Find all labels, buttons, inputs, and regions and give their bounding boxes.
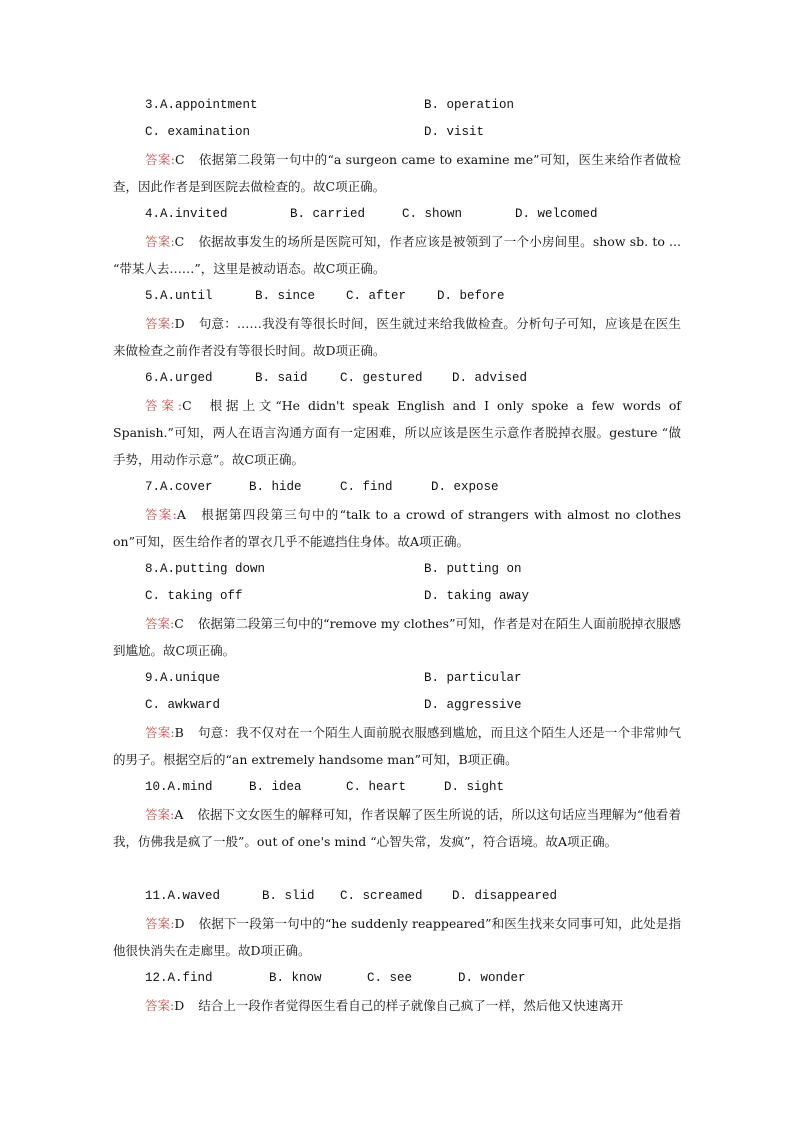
q12-num: 12. [145,971,168,985]
answer-9 [113,719,681,773]
a4-letter: C [174,234,185,249]
a6-text: 根据上文“He didn't speak English and I only spoke a few words of Spanish.”可知，两人在语言沟通方面有一定困难，所以应该是医生示意作者脱掉衣服。gesture “做手势，用动作示意”。故C项正确。 [113,398,681,467]
question-3-option-d: D. visit [424,125,485,139]
a9-letter: B [174,725,184,740]
q5-c: C. after [346,289,407,303]
question-10-row [145,780,505,794]
answer-11 [113,910,681,964]
a7-label: 答案: [145,507,177,522]
question-8-row1 [145,562,265,576]
q11-d: D. disappeared [452,889,558,903]
a10-label: 答案: [145,807,175,822]
question-8-option-b: B. putting on [424,562,522,576]
question-6-row [145,371,528,385]
answer-7 [113,501,681,555]
q6-b: B. said [255,371,308,385]
q6-num: 6. [145,371,161,385]
a8-label: 答案: [145,616,175,631]
q12-c: C. see [367,971,413,985]
a9-label: 答案: [145,725,175,740]
q3-num: 3. [145,98,161,112]
q4-c: C. shown [402,207,463,221]
q10-d: D. sight [444,780,505,794]
answer-3 [113,146,681,200]
q5-b: B. since [255,289,316,303]
q11-num: 11. [145,889,168,903]
a12-text: 结合上一段作者觉得医生看自己的样子就像自己疯了一样，然后他又快速离开 [198,998,624,1013]
q6-c: C. gestured [340,371,423,385]
q6-a: A.urged [160,371,213,385]
q7-d: D. expose [431,480,499,494]
q12-b: B. know [269,971,322,985]
answer-4 [113,228,681,282]
q5-d: D. before [437,289,505,303]
answer-10 [113,801,681,855]
question-3-row1 [145,98,258,112]
a5-label: 答案: [145,316,175,331]
question-9-row1 [145,671,220,685]
a4-label: 答案: [145,234,175,249]
q4-b: B. carried [290,207,366,221]
q7-b: B. hide [249,480,302,494]
q10-c: C. heart [346,780,407,794]
q4-a: A.invited [160,207,228,221]
question-8-option-c: C. taking off [145,589,243,603]
question-9-option-c: C. awkward [145,698,221,712]
q7-a: A.cover [160,480,213,494]
a3-label: 答案: [145,152,175,167]
q7-num: 7. [145,480,161,494]
a10-letter: A [174,807,184,822]
q9-num: 9. [145,671,161,685]
question-7-row [145,480,499,494]
a12-label: 答案: [145,998,175,1013]
question-3-option-c: C. examination [145,125,251,139]
q5-num: 5. [145,289,161,303]
q11-a: A.waved [167,889,221,903]
a10-text: 依据下文女医生的解释可知，作者误解了医生所说的话，所以这句话应当理解为“他看着我，仿佛我是疯了一般”。out of one's mind “心智失常，发疯”，符合语境。故A项正确。 [113,807,681,849]
question-11-row [145,889,558,903]
a8-text: 依据第二段第三句中的“remove my clothes”可知，作者是对在陌生人面前脱掉衣服感到尴尬。故C项正确。 [113,616,682,658]
q6-d: D. advised [452,371,528,385]
answer-6 [113,392,681,473]
q3-a: A.appointment [160,98,258,112]
question-9-option-b: B. particular [424,671,522,685]
q12-d: D. wonder [458,971,526,985]
a12-letter: D [174,998,185,1013]
a4-text: 依据故事发生的场所是医院可知，作者应该是被领到了一个小房间里。show sb. to ... “带某人去……”，这里是被动语态。故C项正确。 [113,234,681,276]
a5-text: 句意：……我没有等很长时间，医生就过来给我做检查。分析句子可知，应该是在医生来做检查之前作者没有等很长时间。故D项正确。 [113,316,681,358]
question-9-option-d: D. aggressive [424,698,522,712]
a3-letter: C [174,152,185,167]
a11-label: 答案: [145,916,175,931]
question-3-option-b: B. operation [424,98,515,112]
a5-letter: D [174,316,185,331]
a6-letter: C [182,398,192,413]
q12-a: A.find [167,971,213,985]
a11-letter: D [174,916,185,931]
q4-d: D. welcomed [515,207,598,221]
a7-letter: A [176,507,186,522]
a3-text: 依据第二段第一句中的“a surgeon came to examine me”可知，医生来给作者做检查，因此作者是到医院去做检查的。故C项正确。 [113,152,681,194]
answer-8 [113,610,681,664]
q8-num: 8. [145,562,161,576]
q11-b: B. slid [262,889,315,903]
question-8-option-d: D. taking away [424,589,530,603]
question-5-row [145,289,505,303]
a7-text: 根据第四段第三句中的“talk to a crowd of strangers with almost no clothes on”可知，医生给作者的罩衣几乎不能遮挡住身体。故A项正确。 [113,507,681,549]
a6-label: 答案: [145,398,183,413]
question-4-row [145,207,598,221]
a11-text: 依据下一段第一句中的“he suddenly reappeared”和医生找来女同事可知，此处是指他很快消失在走廊里。故D项正确。 [113,916,681,958]
q8-a: A.putting down [160,562,266,576]
q7-c: C. find [340,480,393,494]
q11-c: C. screamed [340,889,423,903]
answer-5 [113,310,681,364]
a9-text: 句意：我不仅对在一个陌生人面前脱衣服感到尴尬，而且这个陌生人还是一个非常帅气的男子。根据空后的“an extremely handsome man”可知，B项正确。 [113,725,681,767]
answer-12 [113,992,681,1019]
a8-letter: C [174,616,184,631]
question-12-row [145,971,526,985]
q10-a: A.mind [167,780,213,794]
q10-num: 10. [145,780,168,794]
q9-a: A.unique [160,671,221,685]
q5-a: A.until [160,289,213,303]
q4-num: 4. [145,207,161,221]
q10-b: B. idea [249,780,302,794]
